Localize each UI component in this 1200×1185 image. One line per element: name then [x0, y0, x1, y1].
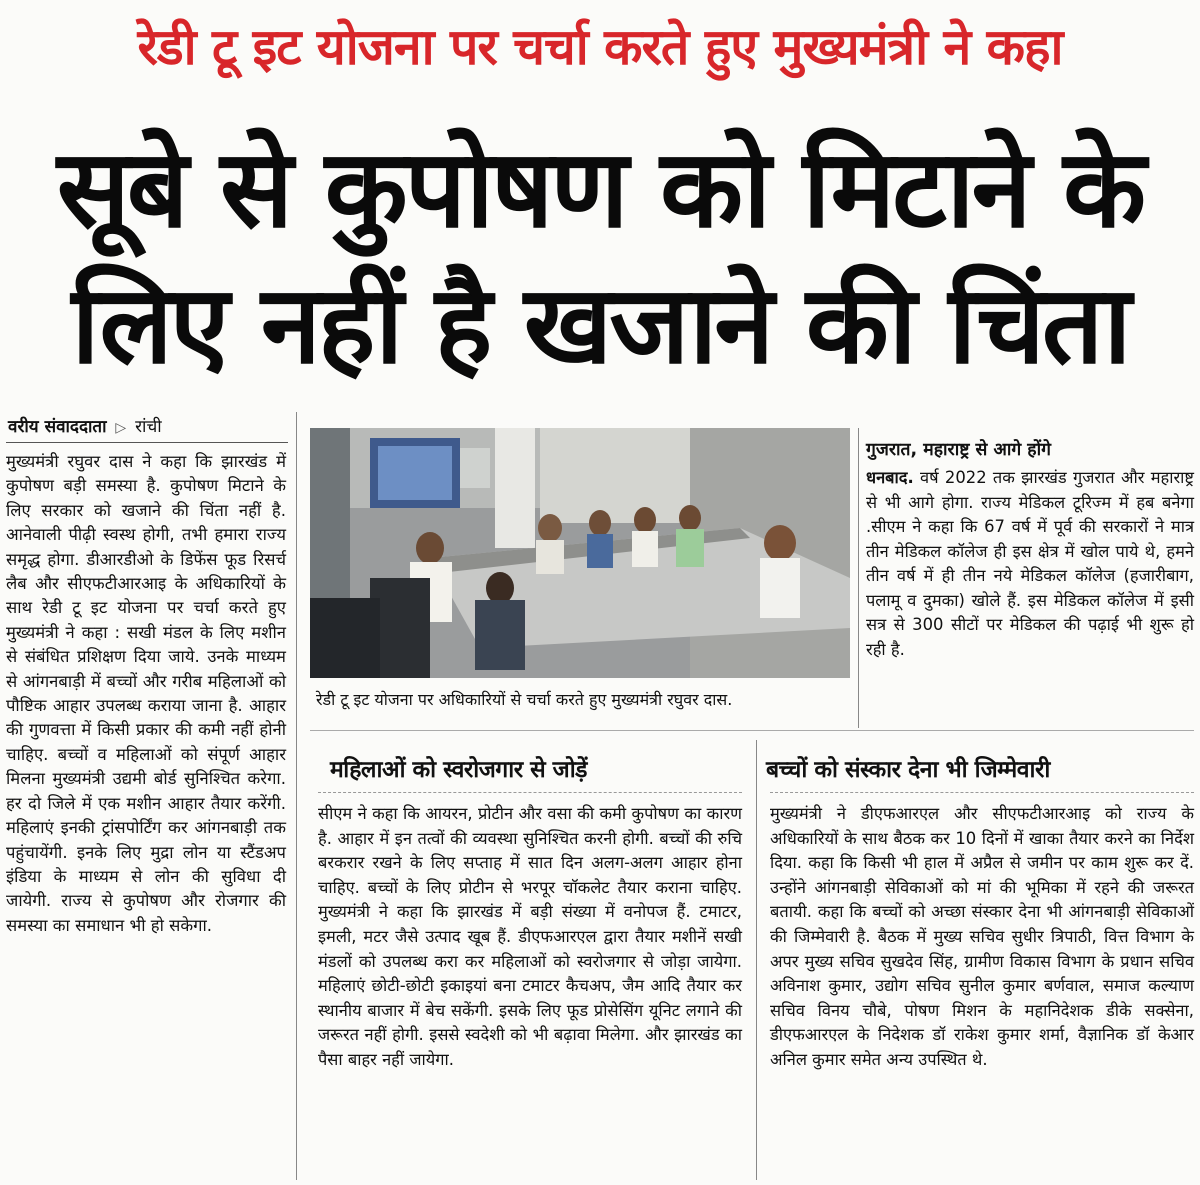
- section-children-text: मुख्यमंत्री ने डीएफआरएल और सीएफटीआरआइ को राज्य के अधिकारियों के साथ बैठक कर 10 दिनों में खाका तैयार करने का निर्देश दिया. कहा कि किसी भी हाल में अप्रैल से जमीन पर काम शुरू कर दें. उन्होंने आंगनबाड़ी सेविकाओं को मां की भूमिका में रहने की जरूरत बतायी. कहा कि बच्चों को अच्छा संस्कार देना भी आंगनबाड़ी सेविकाओं की जिम्मेवारी है. बैठक में मुख्य सचिव सुधीर त्रिपाठी, वित्त विभाग के अपर मुख्य सचिव सुखदेव सिंह, ग्रामीण विकास विभाग के प्रधान सचिव अविनाश कुमार, उद्योग सचिव सुनील कुमार बर्णवाल, समाज कल्याण सचिव विनय चौबे, पोषण मिशन के महानिदेशक डीके सक्सेना, डीएफआरएल के निदेशक डॉ राकेश कुमार शर्मा, वैज्ञानिक डॉ केआर अनिल कुमार समेत अन्य उपस्थित थे.: [770, 804, 1194, 1069]
- headline-line-1: सूबे से कुपोषण को मिटाने के: [56, 127, 1144, 252]
- rule-top: [6, 442, 288, 443]
- sidebar-dateline: धनबाद.: [866, 468, 914, 487]
- news-photo: [310, 428, 850, 678]
- rule-left-col: [296, 412, 297, 1180]
- subheading-women: महिलाओं को स्वरोजगार से जोड़ें: [330, 757, 587, 783]
- article-body-left: मुख्यमंत्री रघुवर दास ने कहा कि झारखंड में कुपोषण बड़ी समस्या है. कुपोषण मिटाने के लिए सरकार को खजाने की चिंता नहीं है. आनेवाली पीढ़ी स्वस्थ होगी, तभी हमारा राज्य समृद्ध होगा. डीआरडीओ के डिफेंस फूड रिसर्च लैब और सीएफटीआरआइ के अधिकारियों के साथ रेडी टू इट योजना पर चर्चा करते हुए मुख्यमंत्री ने कहा : सखी मंडल के लिए मशीन से संबंधित प्रशिक्षण दिया जाये. उनके माध्यम से आंगनबाड़ी में बच्चों और गरीब महिलाओं को पौष्टिक आहार उपलब्ध कराया जाना है. आहार की गुणवत्ता में किसी प्रकार की कमी नहीं होनी चाहिए. बच्चों व महिलाओं को संपूर्ण आहार मिलना मुख्यमंत्री उद्यमी बोर्ड सुनिश्चित करेगा. हर दो जिले में एक मशीन आहार तैयार करेंगी. महिलाएं इनकी ट्रांसपोर्टिंग कर आंगनबाड़ी तक पहुंचायेंगी. इनके लिए मुद्रा लोन या स्टैंडअप इंडिया के माध्यम से लोन की सुविधा दी जायेगी. राज्य से कुपोषण और रोजगार की समस्या का समाधान भी हो सकेगा.: [6, 452, 286, 935]
- photo-caption: रेडी टू इट योजना पर अधिकारियों से चर्चा करते हुए मुख्यमंत्री रघुवर दास.: [316, 690, 733, 709]
- dash-women: [318, 792, 742, 794]
- arrow-icon: ▷: [115, 420, 127, 436]
- meeting-photo: [310, 428, 850, 678]
- byline: [8, 414, 162, 437]
- headline-line-2: लिए नहीं है खजाने की चिंता: [71, 263, 1129, 388]
- sidebar-text: [866, 466, 1194, 662]
- main-headline: [0, 122, 1200, 394]
- byline-author: वरीय संवाददाता: [8, 417, 107, 437]
- subheading-children: बच्चों को संस्कार देना भी जिम्मेवारी: [766, 757, 1050, 783]
- section-women-text: सीएम ने कहा कि आयरन, प्रोटीन और वसा की कमी कुपोषण का कारण है. आहार में इन तत्वों की व्यवस्था सुनिश्चित करनी होगी. बच्चों की रुचि बरकरार रखने के लिए सप्ताह में सात दिन अलग-अलग आहार होना चाहिए. बच्चों के लिए प्रोटीन से भरपूर चॉकलेट तैयार कराना चाहिए. मुख्यमंत्री ने कहा कि झारखंड में बड़ी संख्या में वनोपज हैं. टमाटर, इमली, मटर जैसे उत्पाद खूब हैं. डीएफआरएल द्वारा तैयार मशीनें सखी मंडलों को उपलब्ध करा कर महिलाओं को स्वरोजगार से जोड़ा जायेगा. महिलाएं छोटी-छोटी इकाइयां बना टमाटर कैचअप, जैम आदि तैयार कर स्थानीय बाजार में बेच सकेंगी. इसके लिए फूड प्रोसेसिंग यूनिट लगाने की जरूरत नहीं होगी. इससे स्वदेशी को भी बढ़ावा मिलेगा. और झारखंड का पैसा बाहर नहीं जायेगा.: [318, 804, 742, 1069]
- sidebar-body: वर्ष 2022 तक झारखंड गुजरात और महाराष्ट्र से भी आगे होगा. राज्य मेडिकल टूरिज्म में हब बनेगा .सीएम ने कहा कि 67 वर्ष में पूर्व की सरकारों ने मात्र तीन मेडिकल कॉलेज ही इस क्षेत्र में खोल पाये थे, हमने तीन वर्ष में ही तीन नये मेडिकल कॉलेज (हजारीबाग, पलामू व दुमका) खोले हैं. इस मेडिकल कॉलेज में इसी सत्र से 300 सीटों पर मेडिकल की पढ़ाई भी शुरू हो रही है.: [866, 468, 1194, 659]
- dash-children: [770, 792, 1194, 794]
- rule-side-col: [858, 428, 859, 728]
- sidebar-title: गुजरात, महाराष्ट्र से आगे होंगे: [866, 440, 1051, 460]
- rule-horizontal: [310, 730, 1194, 731]
- kicker-headline: रेडी टू इट योजना पर चर्चा करते हुए मुख्यमंत्री ने कहा: [137, 18, 1063, 76]
- byline-location: रांची: [135, 417, 162, 437]
- rule-mid-col: [756, 740, 757, 1180]
